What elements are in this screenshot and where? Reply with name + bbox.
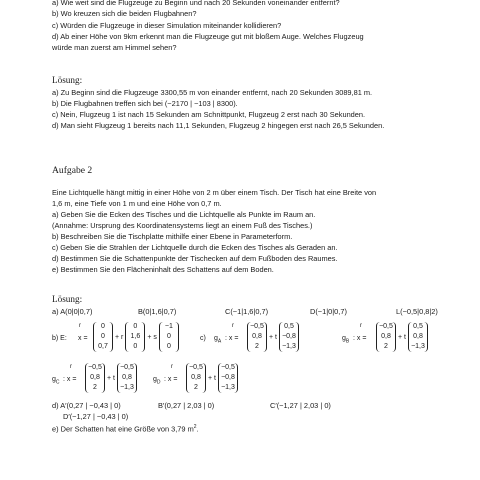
plane-E-direction-r: 0 1,6 0: [125, 322, 145, 352]
gB-label: $g_B$: [342, 335, 350, 345]
plane-E-support-vector: 0 0 0,7: [93, 322, 113, 352]
gB-arrow: r: [360, 323, 362, 329]
gC-x-eq: : x =: [63, 376, 77, 383]
solution-1-heading: Lösung:: [52, 75, 83, 85]
gC-direction-vector: −0,5 0,8 −1,3: [117, 363, 137, 393]
plus-s: + s: [147, 333, 157, 341]
shadow-point-A: d) A′(0,27 | −0,43 | 0): [52, 401, 121, 410]
shadow-point-C: C′(−1,27 | 2,03 | 0): [270, 401, 331, 410]
task-2-b: b) Beschreiben Sie die Tischplatte mithilfe einer Ebene in Parameterform.: [52, 232, 293, 241]
gB-x-eq: : x =: [353, 335, 367, 342]
b-label: b) E:: [52, 335, 67, 342]
question-d: d) Ab einer Höhe von 9km erkennt man die Flugzeuge gut mit bloßem Auge. Welches Flugzeug: [52, 32, 364, 41]
gD-support-vector: −0,5 0,8 2: [186, 363, 206, 393]
c-label: c): [200, 335, 206, 342]
line-gD-vectors: [186, 363, 238, 393]
point-D: D(−1|0|0,7): [310, 307, 347, 316]
gD-label: $g_D$: [153, 376, 161, 386]
gD-direction-vector: −0,5 −0,8 −1,3: [218, 363, 238, 393]
gC-arrow: r: [70, 364, 72, 370]
plane-E-direction-s: −1 0 0: [159, 322, 179, 352]
point-A: a) A(0|0|0,7): [52, 307, 93, 316]
solution-1-c: c) Nein, Flugzeug 1 ist nach 15 Sekunden am Schnittpunkt, Flugzeug 2 erst nach 30 Sekunden.: [52, 110, 366, 119]
task-2-heading: Aufgabe 2: [52, 165, 93, 176]
task-2-c: c) Geben Sie die Strahlen der Lichtquelle durch die Ecken des Tisches als Geraden an.: [52, 243, 338, 252]
shadow-point-B: B′(0,27 | 2,03 | 0): [158, 401, 215, 410]
gB-support-vector: −0,5 0,8 2: [376, 322, 396, 352]
plane-E-vectors: [93, 322, 179, 352]
question-b: b) Wo kreuzen sich die beiden Flugbahnen?: [52, 9, 197, 18]
line-gA-vectors: [247, 322, 299, 352]
plus-t: + t: [208, 374, 216, 382]
task-2-text-1: Eine Lichtquelle hängt mittig in einer Höhe von 2 m über einem Tisch. Der Tisch hat eine Breite von: [52, 188, 377, 197]
question-c: c) Würden die Flugzeuge in dieser Simulation miteinander kollidieren?: [52, 21, 282, 30]
point-L: L(−0,5|0,8|2): [396, 307, 438, 316]
task-2-a: a) Geben Sie die Ecken des Tisches und die Lichtquelle als Punkte im Raum an.: [52, 210, 316, 219]
gD-x-eq: : x =: [164, 376, 178, 383]
point-B: B(0|1,6|0,7): [138, 307, 177, 316]
gA-x-eq: : x =: [225, 335, 239, 342]
solution-1-b: b) Die Flugbahnen treffen sich bei (−2170 | −103 | 8300).: [52, 99, 238, 108]
gC-label: $g_C$: [52, 376, 60, 386]
gD-arrow: r: [171, 364, 173, 370]
plus-r: + r: [115, 333, 124, 341]
line-gC-vectors: [85, 363, 137, 393]
question-d-cont: würde man zuerst am Himmel sehen?: [52, 43, 177, 52]
shadow-point-D: D′(−1,27 | −0,43 | 0): [63, 412, 129, 421]
solution-2-heading: Lösung:: [52, 294, 83, 304]
line-gB-vectors: [376, 322, 428, 352]
plus-t: + t: [269, 333, 277, 341]
task-2-d: d) Bestimmen Sie die Schattenpunkte der Tischecken auf dem Fußboden des Raumes.: [52, 254, 338, 263]
gA-direction-vector: 0,5 −0,8 −1,3: [279, 322, 299, 352]
gB-direction-vector: 0,5 0,8 −1,3: [408, 322, 428, 352]
task-2-note: (Annahme: Ursprung des Koordinatensystems liegt an einem Fuß des Tisches.): [52, 221, 313, 230]
plus-t: + t: [398, 333, 406, 341]
vector-arrow-r: r: [79, 323, 81, 329]
b-x-eq: x =: [78, 335, 88, 342]
plus-t: + t: [107, 374, 115, 382]
task-2-text-2: 1,6 m, eine Tiefe von 1 m und eine Höhe von 0,7 m.: [52, 199, 222, 208]
shadow-area: e) Der Schatten hat eine Größe von 3,79 $m^2$.: [52, 424, 199, 434]
gC-support-vector: −0,5 0,8 2: [85, 363, 105, 393]
gA-support-vector: −0,5 0,8 2: [247, 322, 267, 352]
question-a: a) Wie weit sind die Flugzeuge zu Beginn und nach 20 Sekunden voneinander entfernt?: [52, 0, 340, 7]
point-C: C(−1|1,6|0,7): [225, 307, 269, 316]
gA-label: $g_A$: [214, 335, 222, 345]
gA-arrow: r: [232, 323, 234, 329]
solution-1-d: d) Man sieht Flugzeug 1 bereits nach 11,1 Sekunden, Flugzeug 2 hingegen erst nach 26,5 Sekunden.: [52, 121, 385, 130]
task-2-e: e) Bestimmen Sie den Flächeninhalt des Schattens auf dem Boden.: [52, 265, 274, 274]
solution-1-a: a) Zu Beginn sind die Flugzeuge 3300,55 m von einander entfernt, nach 20 Sekunden 3089,81 m.: [52, 88, 373, 97]
